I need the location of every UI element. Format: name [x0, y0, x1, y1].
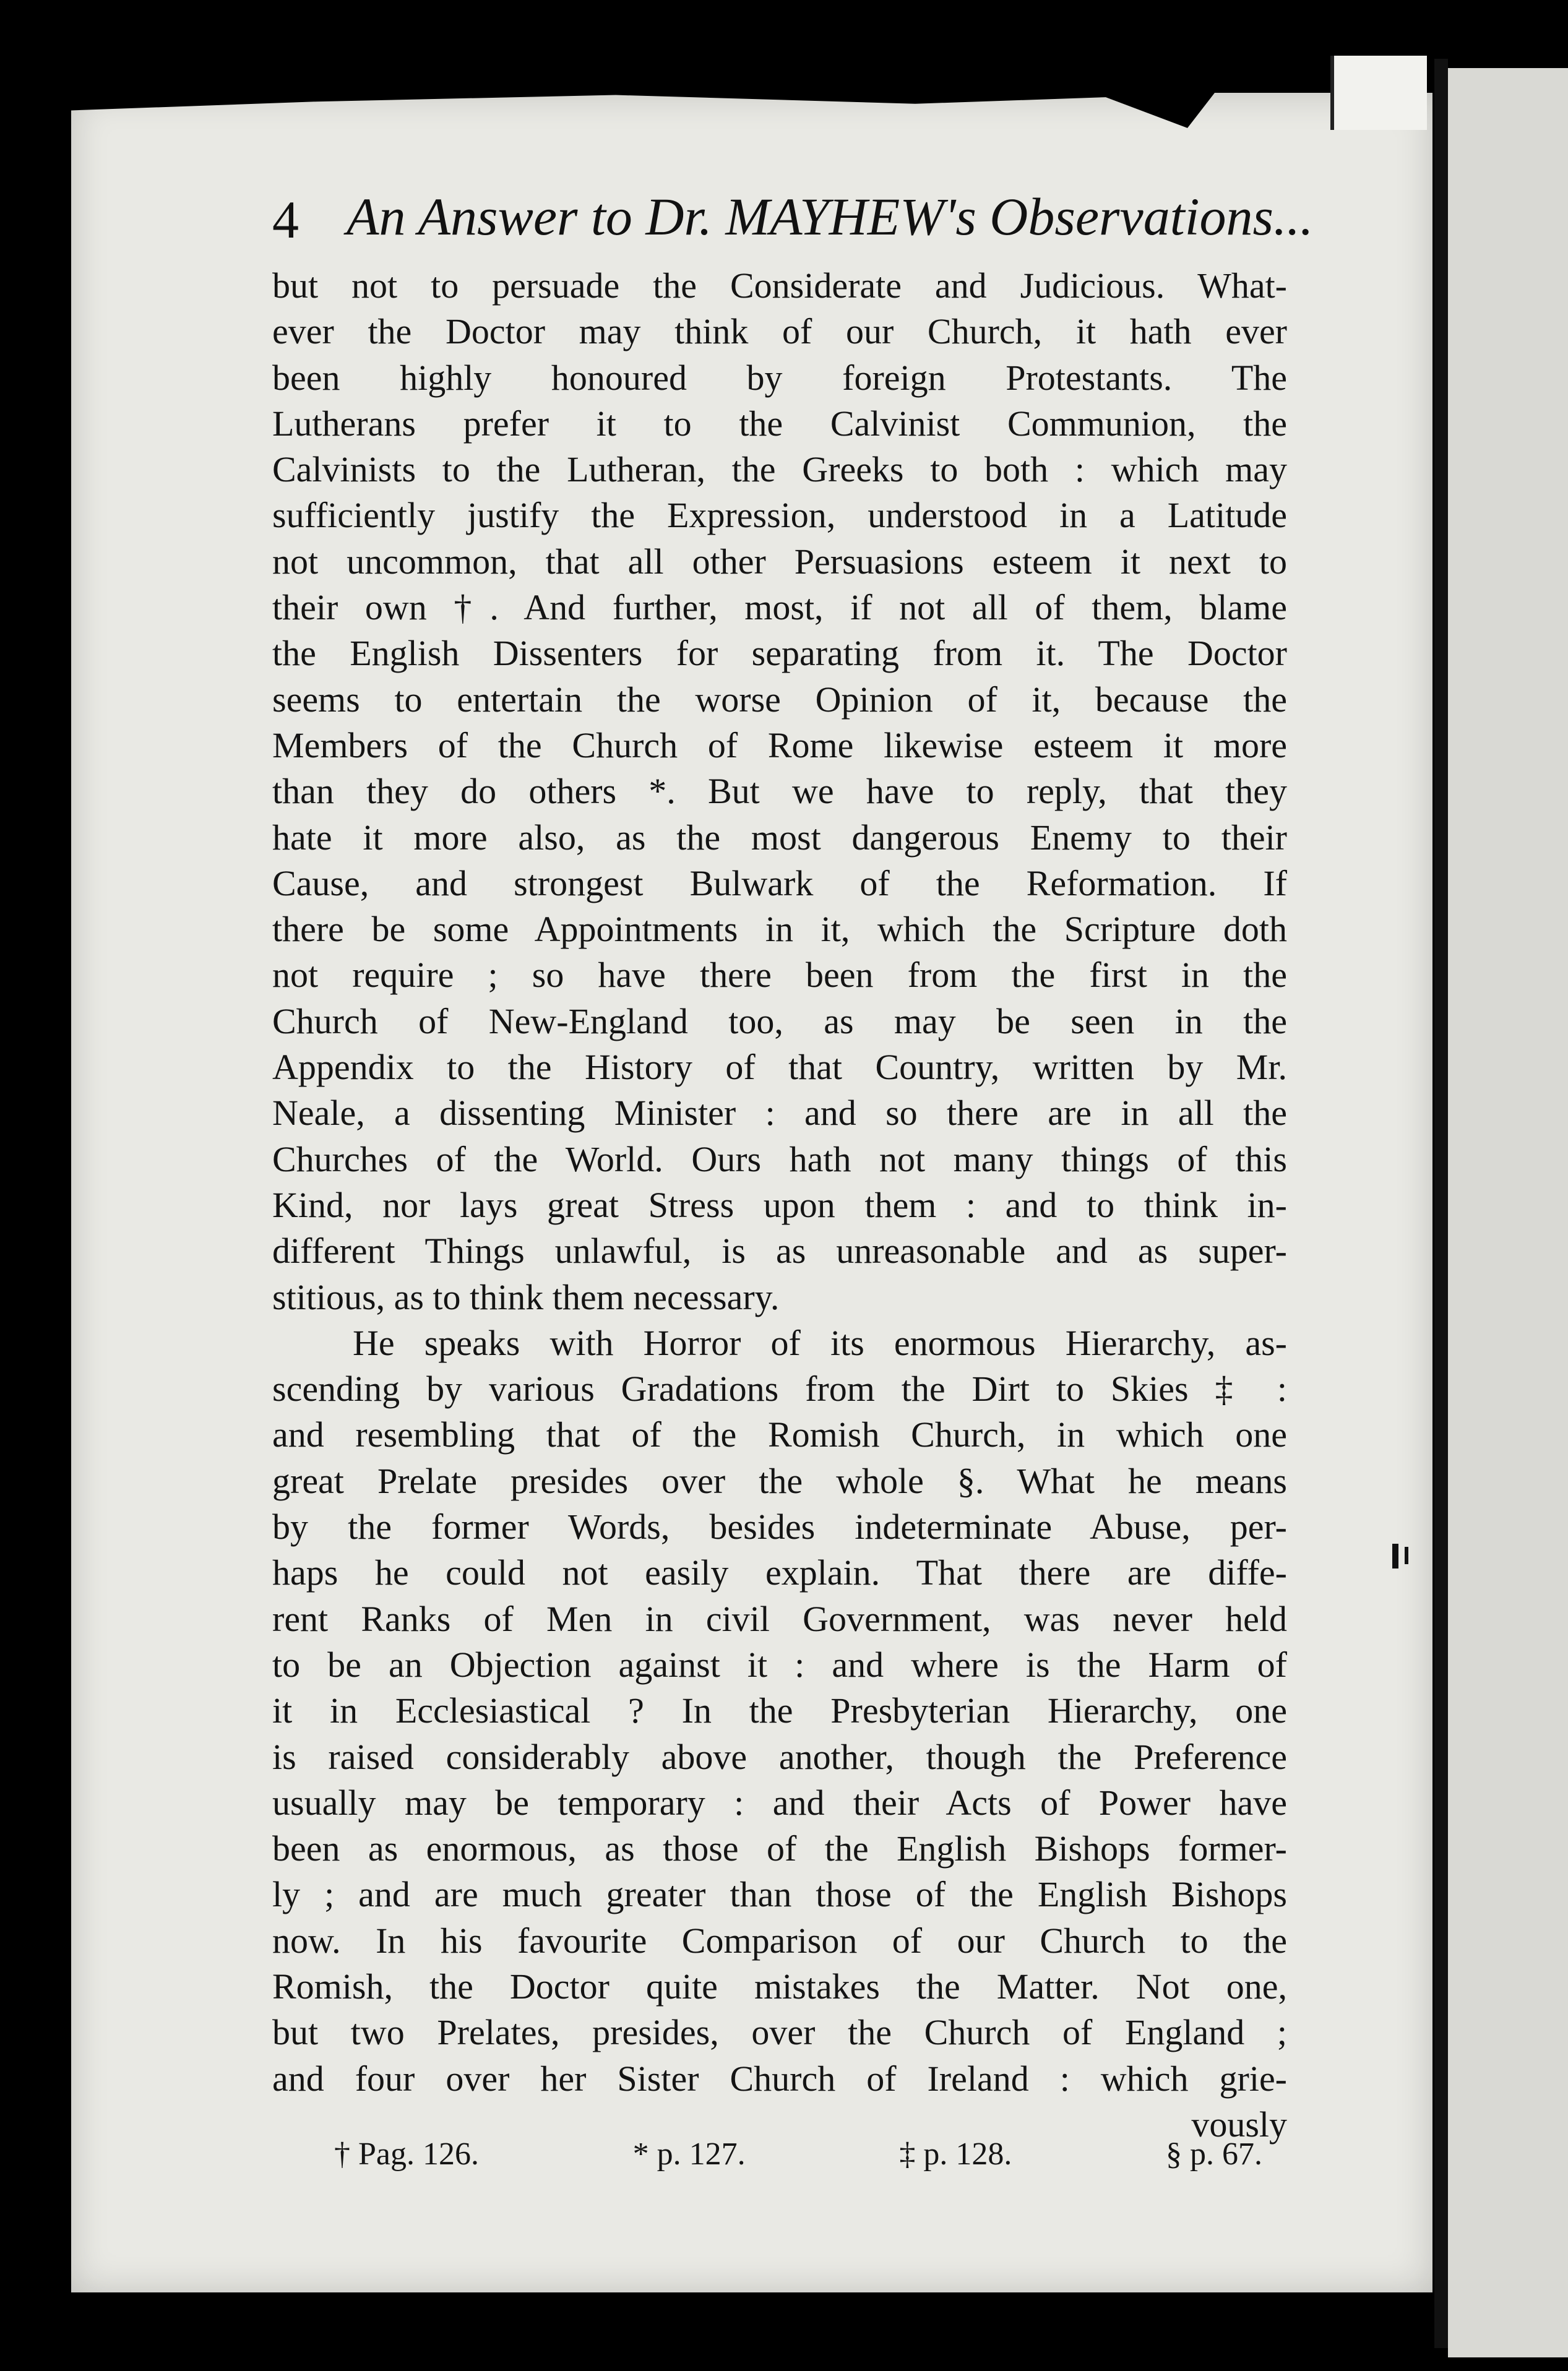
text-line: than they do others *. But we have to reply, that they: [272, 771, 1287, 812]
text-line: Appendix to the History of that Country, written by Mr.: [272, 1047, 1287, 1088]
text-line: not require ; so have there been from the first in the: [272, 955, 1287, 996]
text-line: Church of New-England too, as may be seen in the: [272, 1000, 1287, 1041]
text-line: the English Dissenters for separating from it. The Doctor: [272, 633, 1287, 674]
text-line: been highly honoured by foreign Protestants. The: [272, 357, 1287, 398]
text-line: Members of the Church of Rome likewise esteem it more: [272, 725, 1287, 765]
text-line: and resembling that of the Romish Church, in which one: [272, 1414, 1287, 1455]
text-line: great Prelate presides over the whole §. What he means: [272, 1460, 1287, 1501]
text-line: scending by various Gradations from the Dirt to Skies ‡ :: [272, 1369, 1287, 1409]
scan-speck: [1405, 1547, 1408, 1564]
text-line: there be some Appointments in it, which the Scripture doth: [272, 909, 1287, 950]
text-line: seems to entertain the worse Opinion of it, because the: [272, 679, 1287, 720]
running-title: An Answer to Dr. MAYHEW's Observations...: [347, 187, 1314, 246]
torn-paper-tab: [1330, 56, 1427, 130]
text-line: been as enormous, as those of the English Bishops former-: [272, 1828, 1287, 1869]
text-line: their own †. And further, most, if not all of them, blame: [272, 587, 1287, 628]
body-text: [272, 263, 1287, 2148]
text-line: hate it more also, as the most dangerous Enemy to their: [272, 817, 1287, 858]
adjacent-page-strip: [1448, 68, 1568, 2357]
text-line: Kind, nor lays great Stress upon them : and to think in-: [272, 1184, 1287, 1225]
footnote: * p. 127.: [632, 2136, 746, 2172]
footnote: ‡ p. 128.: [899, 2136, 1012, 2172]
text-line: to be an Objection against it : and where is the Harm of: [272, 1644, 1287, 1685]
binding-fold: [1434, 59, 1448, 2348]
text-line: stitious, as to think them necessary.: [272, 1276, 780, 1317]
catchword: vously: [1191, 2104, 1287, 2145]
text-line: Romish, the Doctor quite mistakes the Matter. Not one,: [272, 1966, 1287, 2007]
text-line: now. In his favourite Comparison of our Church to the: [272, 1920, 1287, 1961]
text-line: is raised considerably above another, though the Preference: [272, 1736, 1287, 1777]
text-line: ly ; and are much greater than those of the English Bishops: [272, 1874, 1287, 1915]
text-line: but two Prelates, presides, over the Church of England ;: [272, 2012, 1287, 2053]
text-line: He speaks with Horror of its enormous Hierarchy, as-: [353, 1322, 1287, 1363]
text-line: different Things unlawful, is as unreasonable and as super-: [272, 1231, 1287, 1272]
text-line: ever the Doctor may think of our Church, it hath ever: [272, 311, 1287, 352]
text-line: Neale, a dissenting Minister : and so there are in all the: [272, 1093, 1287, 1134]
text-line: but not to persuade the Considerate and Judicious. What-: [272, 265, 1287, 306]
text-line: by the former Words, besides indeterminate Abuse, per-: [272, 1507, 1287, 1547]
footnote: † Pag. 126.: [334, 2136, 479, 2172]
footnote: § p. 67.: [1165, 2136, 1262, 2172]
text-line: Lutherans prefer it to the Calvinist Communion, the: [272, 403, 1287, 444]
text-line: haps he could not easily explain. That there are diffe-: [272, 1552, 1287, 1593]
text-line: usually may be temporary : and their Acts of Power have: [272, 1782, 1287, 1823]
text-line: and four over her Sister Church of Ireland : which grie-: [272, 2058, 1287, 2099]
text-line: Churches of the World. Ours hath not many things of this: [272, 1138, 1287, 1179]
text-line: sufficiently justify the Expression, understood in a Latitude: [272, 495, 1287, 536]
text-line: Calvinists to the Lutheran, the Greeks to both : which may: [272, 449, 1287, 490]
text-line: it in Ecclesiastical ? In the Presbyterian Hierarchy, one: [272, 1690, 1287, 1731]
scan-speck: [1392, 1544, 1398, 1568]
text-line: rent Ranks of Men in civil Government, was never held: [272, 1598, 1287, 1639]
text-line: Cause, and strongest Bulwark of the Reformation. If: [272, 863, 1287, 903]
text-line: not uncommon, that all other Persuasions esteem it next to: [272, 541, 1287, 582]
footnotes: [334, 2136, 1262, 2172]
page-number: 4: [272, 190, 299, 249]
